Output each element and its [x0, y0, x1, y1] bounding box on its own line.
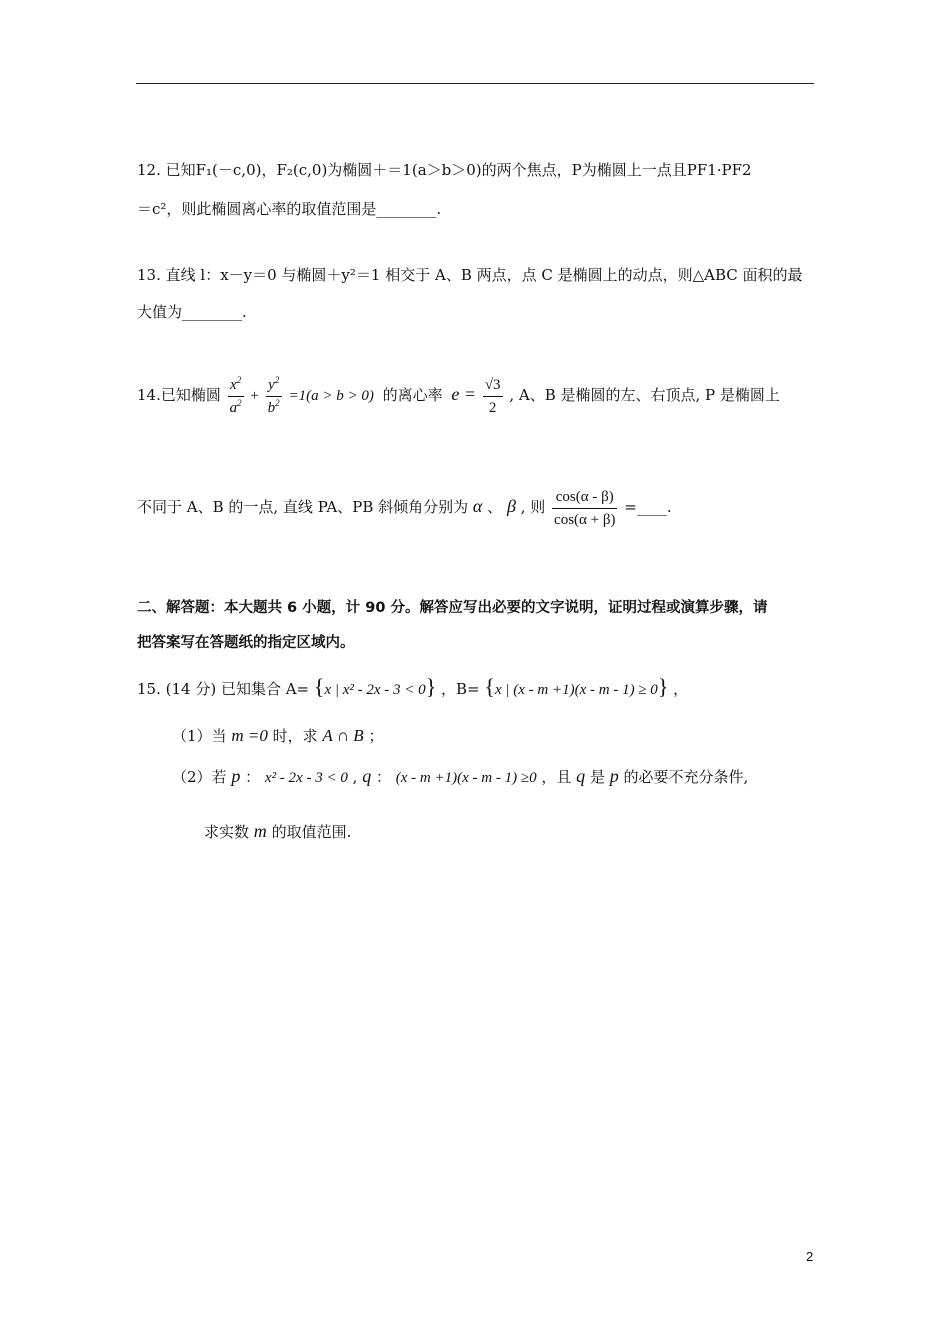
q15-p2-label: （2）若: [172, 768, 227, 786]
q15-p2-tail: 的必要不充分条件,: [623, 768, 749, 786]
q15-p2-ineq: x² - 2x - 3 < 0: [264, 770, 348, 786]
q14-frac-y: $\frac{y^2}{b^2}$: [267, 374, 280, 416]
q14-sep: 、: [487, 498, 503, 516]
q15-line1: 15. (14 分) 已知集合 A= {x | x² - 2x - 3 < 0} ，B= {x | (x - m +1)(x - m - 1) ≥ 0} ，: [137, 674, 689, 699]
q15-p1-set: A ∩ B: [322, 726, 364, 745]
q15-p2-is: 是: [589, 768, 605, 786]
q15-colon-2: ：: [375, 768, 391, 786]
section2-line1: 二、解答题：本大题共 6 小题，计 90 分。解答应写出必要的文字说明，证明过程或演算步骤，请: [137, 600, 768, 616]
q14-frac-e: $\frac{√3}{2}$: [483, 374, 503, 419]
q14-line2-prefix: 不同于 A、B 的一点, 直线 PA、PB 斜倾角分别为: [137, 498, 469, 516]
q14-then: , 则: [520, 498, 546, 516]
q15-mid: ，B=: [441, 680, 480, 698]
q12-line1: 12. 已知F₁(－c,0)，F₂(c,0)为椭圆＋＝1(a＞b＞0)的两个焦点，P为椭圆上一点且PF1·PF2: [137, 161, 752, 179]
alpha-symbol: α: [472, 496, 483, 516]
q13-line2: 大值为________.: [137, 303, 247, 321]
section2-line2: 把答案写在答题纸的指定区域内。: [137, 635, 355, 651]
q15-tail: ，: [673, 680, 689, 698]
q14-suffix: , A、B 是椭圆的左、右顶点, P 是椭圆上: [509, 386, 780, 404]
q15-p3-m: m: [253, 821, 267, 841]
q14-e-label: e =: [451, 384, 477, 404]
header-rule: [136, 83, 814, 84]
q15-p1-end: ；: [368, 727, 384, 745]
q15-p1-math: m =0: [231, 726, 268, 745]
q15-part1: [172, 722, 383, 750]
q15-p1-text: 时，求: [272, 727, 318, 745]
q15-colon-1: ：: [245, 768, 261, 786]
q15-p2-and: ，且: [541, 768, 572, 786]
q15-p3-end: 的取值范围.: [271, 823, 352, 841]
q13-line1: 13. 直线 l：x－y＝0 与椭圆＋y²＝1 相交于 A、B 两点，点 C 是椭圆上的动点，则△ABC 面积的最: [137, 266, 803, 284]
q15-setB: x | (x - m +1)(x - m - 1) ≥ 0: [494, 682, 658, 698]
q14-cos-frac: $\frac{\cos(\alpha - \beta)}{\cos(\alpha + \beta)}$: [552, 486, 617, 531]
q14-line1: 14.已知椭圆 $\frac{x^2}{a^2}$ + $\frac{y^2}{b^2}$ =1(a > b > 0) 的离心率 e = $\frac{√3}{2}$ , A、B 是椭圆的左、右顶点, P 是椭圆上: [137, 372, 780, 419]
q14-eq-tail: =1(a > b > 0): [288, 388, 374, 404]
q15-p2-q: q: [362, 766, 372, 786]
q15-p2-p: p: [231, 766, 241, 786]
q15-p1-label: （1）当: [172, 727, 227, 745]
q15-p2-p2: p: [609, 766, 619, 786]
q15-part2: （2）若 p ： x² - 2x - 3 < 0 , q ： (x - m +1)(x - m - 1) ≥0 ，且 q 是 p 的必要不充分条件,: [172, 766, 749, 786]
q15-part3: [204, 817, 351, 846]
q15-head: 15. (14 分) 已知集合 A=: [137, 680, 310, 698]
q12-line2: ＝c²，则此椭圆离心率的取值范围是________.: [137, 200, 442, 218]
q14-blank: =____.: [624, 498, 672, 516]
q15-setA: x | x² - 2x - 3 < 0: [324, 682, 426, 698]
q14-line2: [137, 484, 672, 531]
q15-p2-qineq: (x - m +1)(x - m - 1) ≥0: [395, 770, 537, 786]
q15-p3-text: 求实数: [204, 823, 250, 841]
page-number: 2: [806, 1249, 814, 1264]
q14-mid: 的离心率: [382, 386, 443, 404]
beta-symbol: β: [506, 496, 516, 516]
q15-p2-q2: q: [576, 766, 586, 786]
q14-prefix: 14.已知椭圆: [137, 386, 221, 404]
q14-frac-x: $\frac{x^2}{a^2}$: [229, 374, 242, 416]
